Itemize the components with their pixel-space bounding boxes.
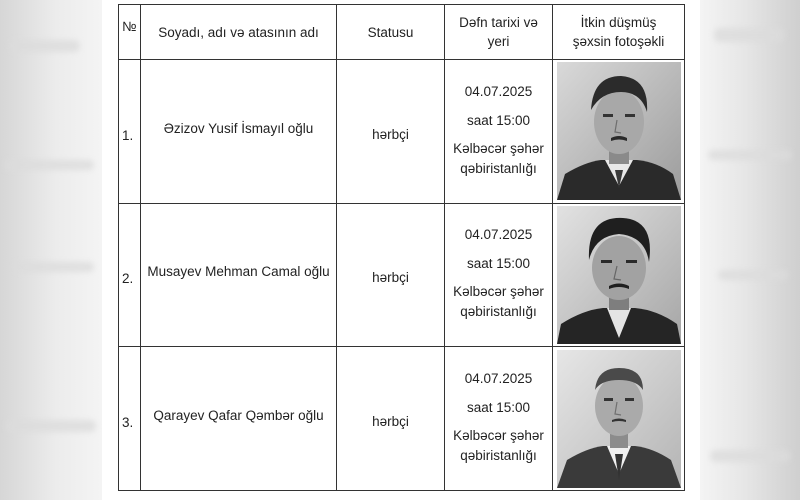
burial-date: 04.07.2025 xyxy=(464,83,533,99)
burial-time: saat 15:00 xyxy=(466,256,531,272)
burial-place-line1: Kəlbəcər şəhər xyxy=(453,428,544,444)
row-status: hərbçi xyxy=(337,203,445,347)
row-name: Əzizov Yusif İsmayıl oğlu xyxy=(141,60,337,204)
row-photo xyxy=(553,347,685,491)
portrait-photo xyxy=(557,350,681,488)
table-row xyxy=(119,60,685,204)
burial-time: saat 15:00 xyxy=(466,112,531,128)
burial-time: saat 15:00 xyxy=(466,400,531,416)
row-burial xyxy=(445,203,553,347)
header-photo-line2: şəxsin fotoşəkli xyxy=(572,34,665,49)
header-status: Statusu xyxy=(337,5,445,60)
table-header-row xyxy=(119,5,685,60)
row-photo xyxy=(553,203,685,347)
header-burial xyxy=(445,5,553,60)
burial-date: 04.07.2025 xyxy=(464,371,533,387)
header-burial-line2: yeri xyxy=(487,34,510,49)
header-burial-line1: Dəfn tarixi və xyxy=(459,15,538,30)
row-status: hərbçi xyxy=(337,347,445,491)
row-name: Qarayev Qafar Qəmbər oğlu xyxy=(141,347,337,491)
row-number: 2. xyxy=(119,203,141,347)
portrait-photo xyxy=(557,62,681,200)
row-status: hərbçi xyxy=(337,60,445,204)
burial-place-line2: qəbiristanlığı xyxy=(460,160,537,176)
row-number: 3. xyxy=(119,347,141,491)
burial-date: 04.07.2025 xyxy=(464,227,533,243)
row-number: 1. xyxy=(119,60,141,204)
burial-place-line1: Kəlbəcər şəhər xyxy=(453,284,544,300)
row-burial xyxy=(445,347,553,491)
header-number: № xyxy=(119,5,141,60)
header-photo-line1: İtkin düşmüş xyxy=(580,15,657,30)
table-row xyxy=(119,347,685,491)
row-photo xyxy=(553,60,685,204)
document-sheet xyxy=(118,4,684,491)
burial-table xyxy=(118,4,685,491)
header-photo xyxy=(553,5,685,60)
background-right xyxy=(700,0,800,500)
row-name: Musayev Mehman Camal oğlu xyxy=(141,203,337,347)
burial-place-line2: qəbiristanlığı xyxy=(460,448,537,464)
row-burial xyxy=(445,60,553,204)
header-name: Soyadı, adı və atasının adı xyxy=(141,5,337,60)
table-row xyxy=(119,203,685,347)
burial-place-line1: Kəlbəcər şəhər xyxy=(453,140,544,156)
burial-place-line2: qəbiristanlığı xyxy=(460,304,537,320)
background-left xyxy=(0,0,102,500)
portrait-photo xyxy=(557,206,681,344)
